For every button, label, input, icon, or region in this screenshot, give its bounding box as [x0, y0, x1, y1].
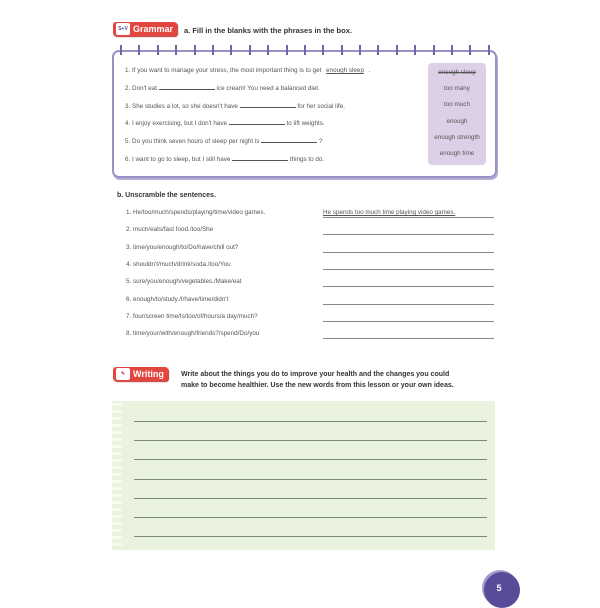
- sentence-number: 6.: [125, 156, 131, 163]
- sentence-before: Do you think seven hours of sleep per night is: [132, 138, 260, 145]
- grammar-badge: [113, 22, 177, 36]
- word-option: too much: [444, 101, 470, 108]
- answer-line[interactable]: [323, 286, 494, 287]
- sentence-after: to lift weights.: [286, 120, 325, 127]
- writing-badge: [113, 367, 168, 381]
- answer-blank[interactable]: [240, 102, 296, 108]
- unscramble-item: 3. time/you/enough/to/Do/have/chill out?: [126, 243, 239, 251]
- word-box: [428, 63, 486, 165]
- writing-line: [134, 479, 487, 480]
- page-number: 5: [484, 572, 520, 608]
- answer-line[interactable]: [323, 304, 494, 305]
- sentence-before: Don't eat: [132, 85, 158, 92]
- sentence-number: 5.: [125, 138, 131, 145]
- unscramble-item: 1. He/too/much/spends/playing/time/video games.: [126, 209, 266, 216]
- answer-blank[interactable]: [232, 155, 288, 161]
- sentence: [125, 102, 345, 110]
- unscramble-item: 8. time/your/with/enough/friends?/spend/Do/you: [126, 330, 260, 338]
- sentence-after: ?: [318, 138, 323, 145]
- sentence-number: 4.: [125, 120, 131, 127]
- writing-line: [134, 498, 487, 499]
- sentence-before: She studies a lot, so she doesn't have: [132, 103, 238, 110]
- answer-line[interactable]: [323, 234, 494, 235]
- word-option: enough time: [439, 150, 475, 157]
- unscramble-heading: b. Unscramble the sentences.: [117, 192, 216, 199]
- unscramble-item: 6. enough/to/study./I/have/time/didn't: [126, 295, 229, 303]
- writing-line: [134, 440, 487, 441]
- sentence: [125, 84, 320, 92]
- writing-line: [134, 421, 487, 422]
- book-icon: S+V: [116, 23, 130, 35]
- prompt-line: Write about the things you do to improve your health and the changes you could: [181, 371, 450, 378]
- word-option: enough sleep: [438, 69, 476, 76]
- perforation: [112, 403, 122, 549]
- notebook-rings: [120, 45, 490, 57]
- sentence-number: 3.: [125, 103, 131, 110]
- example-answer: He spends too much time playing video games.: [323, 209, 456, 216]
- sentence-before: If you want to manage your stress, the most important thing is to get: [132, 67, 322, 74]
- writing-area[interactable]: [112, 401, 495, 550]
- sentence: [125, 155, 324, 163]
- sentence-number: 2.: [125, 85, 131, 92]
- answer-line[interactable]: [323, 217, 494, 218]
- unscramble-item: 7. four/screen time/Is/too/of/hours/a day/much?: [126, 312, 258, 320]
- answer-line[interactable]: [323, 269, 494, 270]
- writing-prompt: [181, 369, 491, 391]
- writing-line: [134, 536, 487, 537]
- sentence: [125, 67, 370, 74]
- writing-badge-label: Writing: [133, 369, 164, 379]
- answer-blank[interactable]: [261, 137, 317, 143]
- sentence-after: for her social life.: [297, 103, 345, 110]
- sentence-before: I want to go to sleep, but I still have: [132, 156, 231, 163]
- writing-line: [134, 517, 487, 518]
- word-option: enough: [446, 118, 468, 125]
- answer-blank[interactable]: [229, 119, 285, 125]
- word-option: too many: [444, 85, 470, 92]
- sentence-after: .: [368, 67, 371, 74]
- grammar-instruction: a. Fill in the blanks with the phrases in the box.: [184, 26, 352, 35]
- answer-line[interactable]: [323, 338, 494, 339]
- sentence-number: 1.: [125, 67, 131, 74]
- sentence-after: ice cream! You need a balanced diet.: [216, 85, 320, 92]
- answer-filled: enough sleep: [326, 67, 364, 74]
- answer-line[interactable]: [323, 321, 494, 322]
- writing-line: [134, 459, 487, 460]
- sentence: [125, 137, 322, 145]
- sentence-after: things to do.: [289, 156, 325, 163]
- unscramble-item: 2. much/eats/fast food./too/She: [126, 226, 214, 234]
- sentence: [125, 119, 325, 127]
- unscramble-item: 5. sure/you/enough/vegetables./Make/eat: [126, 278, 242, 286]
- pencil-icon: ✎: [116, 368, 130, 380]
- unscramble-item: 4. shouldn't/much/drink/soda./too/You: [126, 260, 231, 268]
- sentence-before: I enjoy exercising, but I don't have: [132, 120, 228, 127]
- grammar-badge-label: Grammar: [133, 24, 174, 34]
- answer-blank[interactable]: [159, 84, 215, 90]
- answer-line[interactable]: [323, 252, 494, 253]
- word-option: enough strength: [434, 134, 480, 141]
- prompt-line: make to become healthier. Use the new words from this lesson or your own ideas.: [181, 382, 454, 389]
